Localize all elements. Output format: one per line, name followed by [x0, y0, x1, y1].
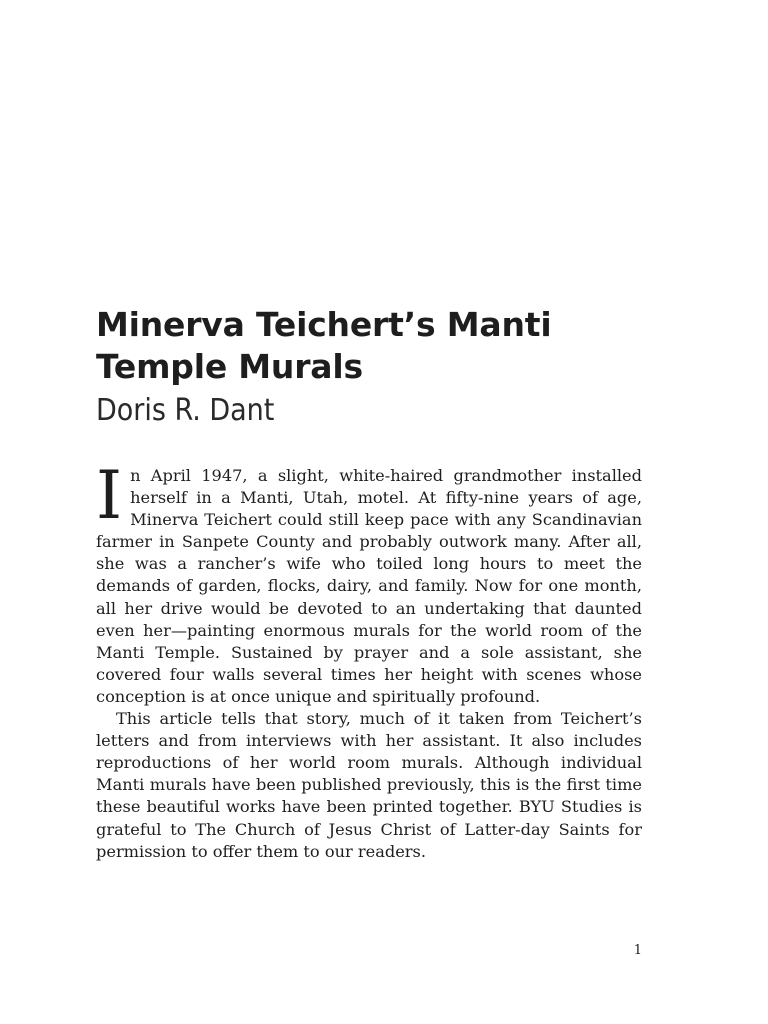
article-title: Minerva Teichert’s Manti Temple Murals [96, 305, 552, 386]
article-author: Doris R. Dant [96, 393, 275, 428]
drop-cap: I [96, 457, 123, 534]
article-body [96, 457, 642, 863]
page-number: 1 [633, 943, 642, 958]
paragraph-1 [96, 457, 642, 708]
paragraph-2: This article tells that story, much of it taken from Teichert’s letters and from interviews with her assistant. It also includes reproductions of her world room murals. Although individual Manti murals have been published previously, this is the first time these beautiful works have been printed together. BYU Studies is grateful to The Church of Jesus Christ of Latter-day Saints for permission to offer them to our readers. [96, 709, 642, 861]
paragraph-1-text: n April 1947, a slight, white-haired grandmother installed herself in a Manti, Utah, motel. At fifty-nine years of age, Minerva Teichert could still keep pace with any Scandinavian farmer in Sanpete County and probably outwork many. After all, she was a rancher’s wife who toiled long hours to meet the demands of garden, flocks, dairy, and family. Now for one month, all her drive would be devoted to an undertaking that daunted even her—painting enormous murals for the world room of the Manti Temple. Sustained by prayer and a sole assistant, she covered four walls several times her height with scenes whose conception is at once unique and spiritually profound. [96, 466, 642, 706]
